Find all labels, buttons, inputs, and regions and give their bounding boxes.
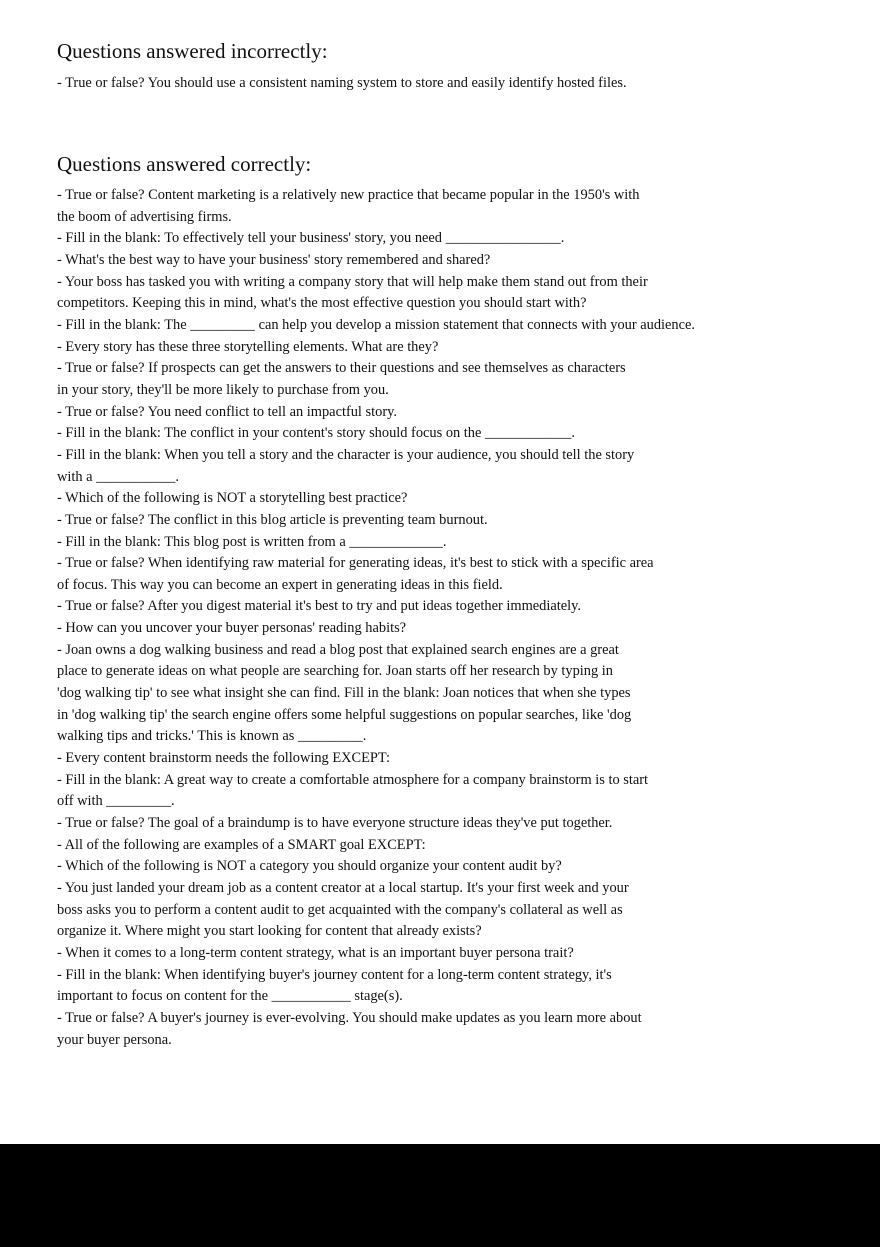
question-item (57, 510, 857, 532)
question-item (57, 250, 857, 272)
question-text-line: of focus. This way you can become an expert in generating ideas in this field. (57, 576, 503, 593)
question-text-line: - True or false? The goal of a braindump is to have everyone structure ideas they've put together. (57, 815, 613, 832)
question-text-line: - How can you uncover your buyer personas' reading habits? (57, 620, 407, 637)
question-text-line: in your story, they'll be more likely to purchase from you. (57, 381, 389, 398)
question-text-line: - Fill in the blank: The conflict in your content's story should focus on the ____________. (57, 425, 575, 442)
question-text-line: 'dog walking tip' to see what insight she can find. Fill in the blank: Joan notices that when she types (57, 685, 631, 702)
question-item (57, 748, 857, 770)
question-text-line: organize it. Where might you start looking for content that already exists? (57, 923, 482, 940)
question-item (57, 618, 857, 640)
question-item (57, 943, 857, 965)
question-text-line: - Fill in the blank: To effectively tell your business' story, you need ________________. (57, 230, 565, 247)
question-item (57, 596, 857, 618)
question-item (57, 272, 857, 315)
question-item (57, 1008, 857, 1051)
incorrect-heading: Questions answered incorrectly: (57, 39, 328, 63)
question-item (57, 402, 857, 424)
question-item (57, 770, 857, 813)
question-item (57, 813, 857, 835)
question-item (57, 835, 857, 857)
question-item (57, 358, 857, 401)
question-text-line: walking tips and tricks.' This is known as _________. (57, 728, 367, 745)
question-item (57, 878, 857, 943)
question-text-line: competitors. Keeping this in mind, what's the most effective question you should start with? (57, 295, 587, 312)
question-text-line: - Which of the following is NOT a storytelling best practice? (57, 490, 408, 507)
question-text-line: - When it comes to a long-term content strategy, what is an important buyer persona trait? (57, 944, 574, 961)
question-text-line: - True or false? The conflict in this blog article is preventing team burnout. (57, 511, 488, 528)
question-item (57, 423, 857, 445)
question-text-line: - Every story has these three storytelling elements. What are they? (57, 338, 439, 355)
question-item (57, 228, 857, 250)
question-text-line: - True or false? Content marketing is a relatively new practice that became popular in the 1950's with (57, 187, 640, 203)
question-item (57, 445, 857, 488)
question-item (57, 337, 857, 359)
question-text-line: - Fill in the blank: This blog post is written from a _____________. (57, 533, 447, 550)
question-text-line: - Fill in the blank: When you tell a story and the character is your audience, you should tell the story (57, 446, 635, 463)
question-text-line: - Every content brainstorm needs the following EXCEPT: (57, 750, 390, 767)
question-text-line: - True or false? You should use a consistent naming system to store and easily identify hosted files. (57, 75, 627, 91)
question-text-line: your buyer persona. (57, 1031, 172, 1048)
question-item (57, 73, 857, 95)
question-text-line: - Fill in the blank: When identifying buyer's journey content for a long-term content strategy, it's (57, 966, 612, 983)
question-text-line: - You just landed your dream job as a content creator at a local startup. It's your first week and your (57, 880, 629, 896)
question-item (57, 488, 857, 510)
question-text-line: - True or false? When identifying raw material for generating ideas, it's best to stick with a specific area (57, 555, 654, 572)
question-text-line: in 'dog walking tip' the search engine offers some helpful suggestions on popular searches, like 'dog (57, 706, 632, 723)
question-text-line: - True or false? After you digest material it's best to try and put ideas together immediately. (57, 598, 581, 615)
question-text-line: the boom of advertising firms. (57, 208, 232, 225)
question-text-line: with a ___________. (57, 468, 179, 485)
question-text-line: - Fill in the blank: A great way to create a comfortable atmosphere for a company brainstorm is to start (57, 771, 649, 788)
question-item (57, 640, 857, 748)
question-text-line: off with _________. (57, 793, 175, 810)
question-text-line: - True or false? A buyer's journey is ever-evolving. You should make updates as you learn more about (57, 1009, 642, 1026)
incorrect-question-list (57, 73, 857, 95)
question-item (57, 553, 857, 596)
question-text-line: - True or false? If prospects can get the answers to their questions and see themselves as characters (57, 360, 626, 377)
question-text-line: - All of the following are examples of a SMART goal EXCEPT: (57, 836, 426, 853)
question-text-line: - What's the best way to have your business' story remembered and shared? (57, 251, 491, 268)
question-item (57, 965, 857, 1008)
question-text-line: - True or false? You need conflict to tell an impactful story. (57, 403, 397, 420)
question-item (57, 315, 857, 337)
bottom-black-bar (0, 1144, 880, 1247)
question-text-line: - Which of the following is NOT a category you should organize your content audit by? (57, 858, 562, 875)
question-text-line: - Your boss has tasked you with writing a company story that will help make them stand out from their (57, 273, 648, 290)
question-text-line: place to generate ideas on what people are searching for. Joan starts off her research by typing in (57, 663, 613, 680)
question-item (57, 185, 857, 228)
question-item (57, 532, 857, 554)
correct-question-list (57, 185, 857, 1051)
question-text-line: - Joan owns a dog walking business and read a blog post that explained search engines are a great (57, 641, 619, 658)
question-item (57, 856, 857, 878)
question-text-line: important to focus on content for the ___________ stage(s). (57, 988, 403, 1005)
question-text-line: - Fill in the blank: The _________ can help you develop a mission statement that connects with your audience. (57, 316, 695, 333)
question-text-line: boss asks you to perform a content audit to get acquainted with the company's collateral as well as (57, 901, 623, 918)
correct-heading: Questions answered correctly: (57, 152, 312, 176)
